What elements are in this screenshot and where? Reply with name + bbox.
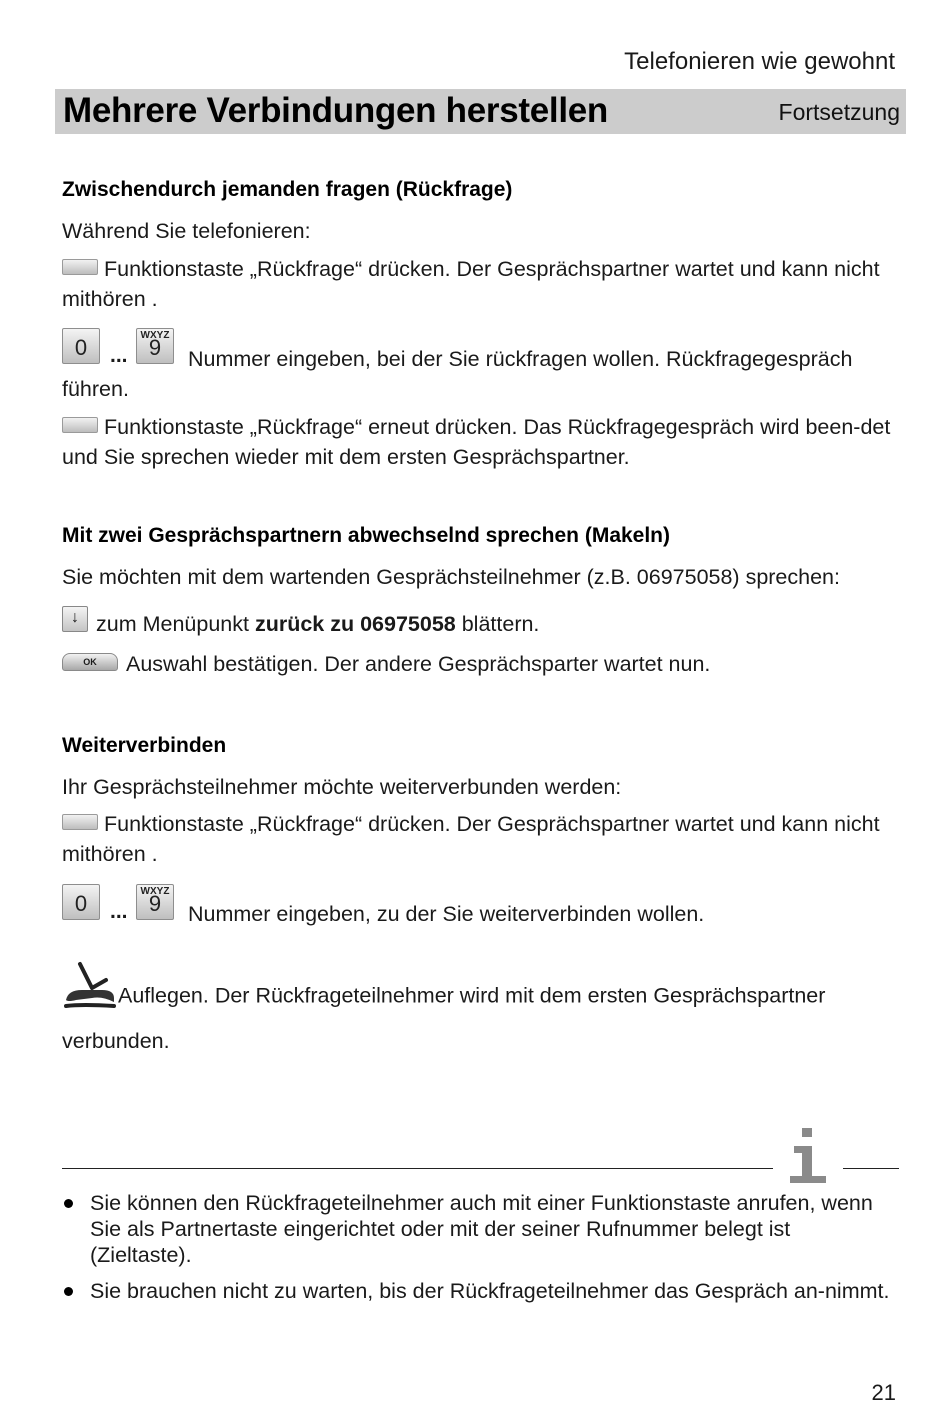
makeln-intro: Sie möchten mit dem wartenden Gesprächsteilnehmer (z.B. 06975058) sprechen:: [62, 565, 840, 589]
key-range-ellipsis: ...: [110, 344, 128, 367]
key-9-digit: 9: [148, 891, 162, 916]
key-9-letters: WXYZ: [140, 330, 170, 341]
makeln-step2-text: Auswahl bestätigen. Der andere Gesprächsparter wartet nun.: [126, 652, 711, 676]
weiterverbinden-intro: Ihr Gesprächsteilnehmer möchte weiterverbunden werden:: [62, 775, 622, 799]
arrow-down-icon: ↓: [62, 606, 88, 632]
makeln-step1-post: blättern.: [455, 612, 540, 636]
key-9-digit: 9: [148, 335, 162, 360]
section-heading-makeln: Mit zwei Gesprächspartnern abwechselnd sprechen (Makeln): [62, 524, 671, 547]
key-range-ellipsis: ...: [110, 900, 128, 923]
ok-key-label: OK: [83, 657, 97, 668]
weiterverbinden-step3: [62, 968, 902, 1056]
rueckfrage-step2: Nummer eingeben, bei der Sie rückfragen wollen. Rückfragegespräch führen.: [62, 347, 853, 401]
info-bullets: [62, 1190, 892, 1314]
key-0-digit: 0: [74, 891, 88, 916]
function-key-icon: [62, 259, 98, 275]
info-bullet: Sie brauchen nicht zu warten, bis der Rückfrageteilnehmer das Gespräch an-nimmt.: [62, 1278, 892, 1304]
title-bar: [55, 89, 906, 134]
key-0-digit: 0: [74, 335, 88, 360]
weiterverbinden-step1-text: Funktionstaste „Rückfrage“ drücken. Der Gesprächspartner wartet und kann nicht mithören .: [62, 812, 880, 866]
makeln-step1-pre: zum Menüpunkt: [96, 612, 255, 636]
function-key-icon: [62, 814, 98, 830]
info-divider-right: [843, 1168, 899, 1169]
hang-up-icon: [62, 960, 116, 1018]
section-heading-weiterverbinden: Weiterverbinden: [62, 734, 227, 757]
rueckfrage-step3-text: Funktionstaste „Rückfrage“ erneut drücken. Das Rückfragegespräch wird been-det und Sie sprechen wieder mit dem ersten Gesprächspartner.: [62, 415, 891, 469]
page-title: Mehrere Verbindungen herstellen: [63, 91, 609, 130]
info-bullet: Sie können den Rückfrageteilnehmer auch mit einer Funktionstaste anrufen, wenn Sie als Partnertaste eingerichtet oder mit der seiner Rufnummer belegt ist (Zieltaste).: [62, 1190, 892, 1268]
chapter-header: Telefonieren wie gewohnt: [624, 48, 895, 75]
rueckfrage-step1: [62, 254, 902, 314]
rueckfrage-intro: Während Sie telefonieren:: [62, 219, 311, 243]
ok-key-icon: [62, 653, 118, 671]
page-number: 21: [871, 1380, 896, 1405]
rueckfrage-step3: [62, 412, 902, 472]
weiterverbinden-step1: [62, 809, 902, 869]
key-9-letters: WXYZ: [140, 886, 170, 897]
continuation-label: Fortsetzung: [778, 99, 900, 125]
makeln-step2: [62, 649, 902, 679]
info-icon: [786, 1126, 830, 1186]
rueckfrage-step1-text: Funktionstaste „Rückfrage“ drücken. Der Gesprächspartner wartet und kann nicht mithören .: [62, 257, 880, 311]
makeln-step1: [62, 609, 902, 639]
weiterverbinden-step3-text: Auflegen. Der Rückfrageteilnehmer wird mit dem ersten Gesprächspartner verbunden.: [62, 983, 826, 1053]
function-key-icon: [62, 417, 98, 433]
makeln-menu-item: zurück zu 06975058: [254, 612, 456, 636]
weiterverbinden-step2: Nummer eingeben, zu der Sie weiterverbinden wollen.: [188, 902, 705, 926]
section-heading-rueckfrage: Zwischendurch jemanden fragen (Rückfrage): [62, 178, 513, 201]
info-divider-left: [62, 1168, 773, 1169]
